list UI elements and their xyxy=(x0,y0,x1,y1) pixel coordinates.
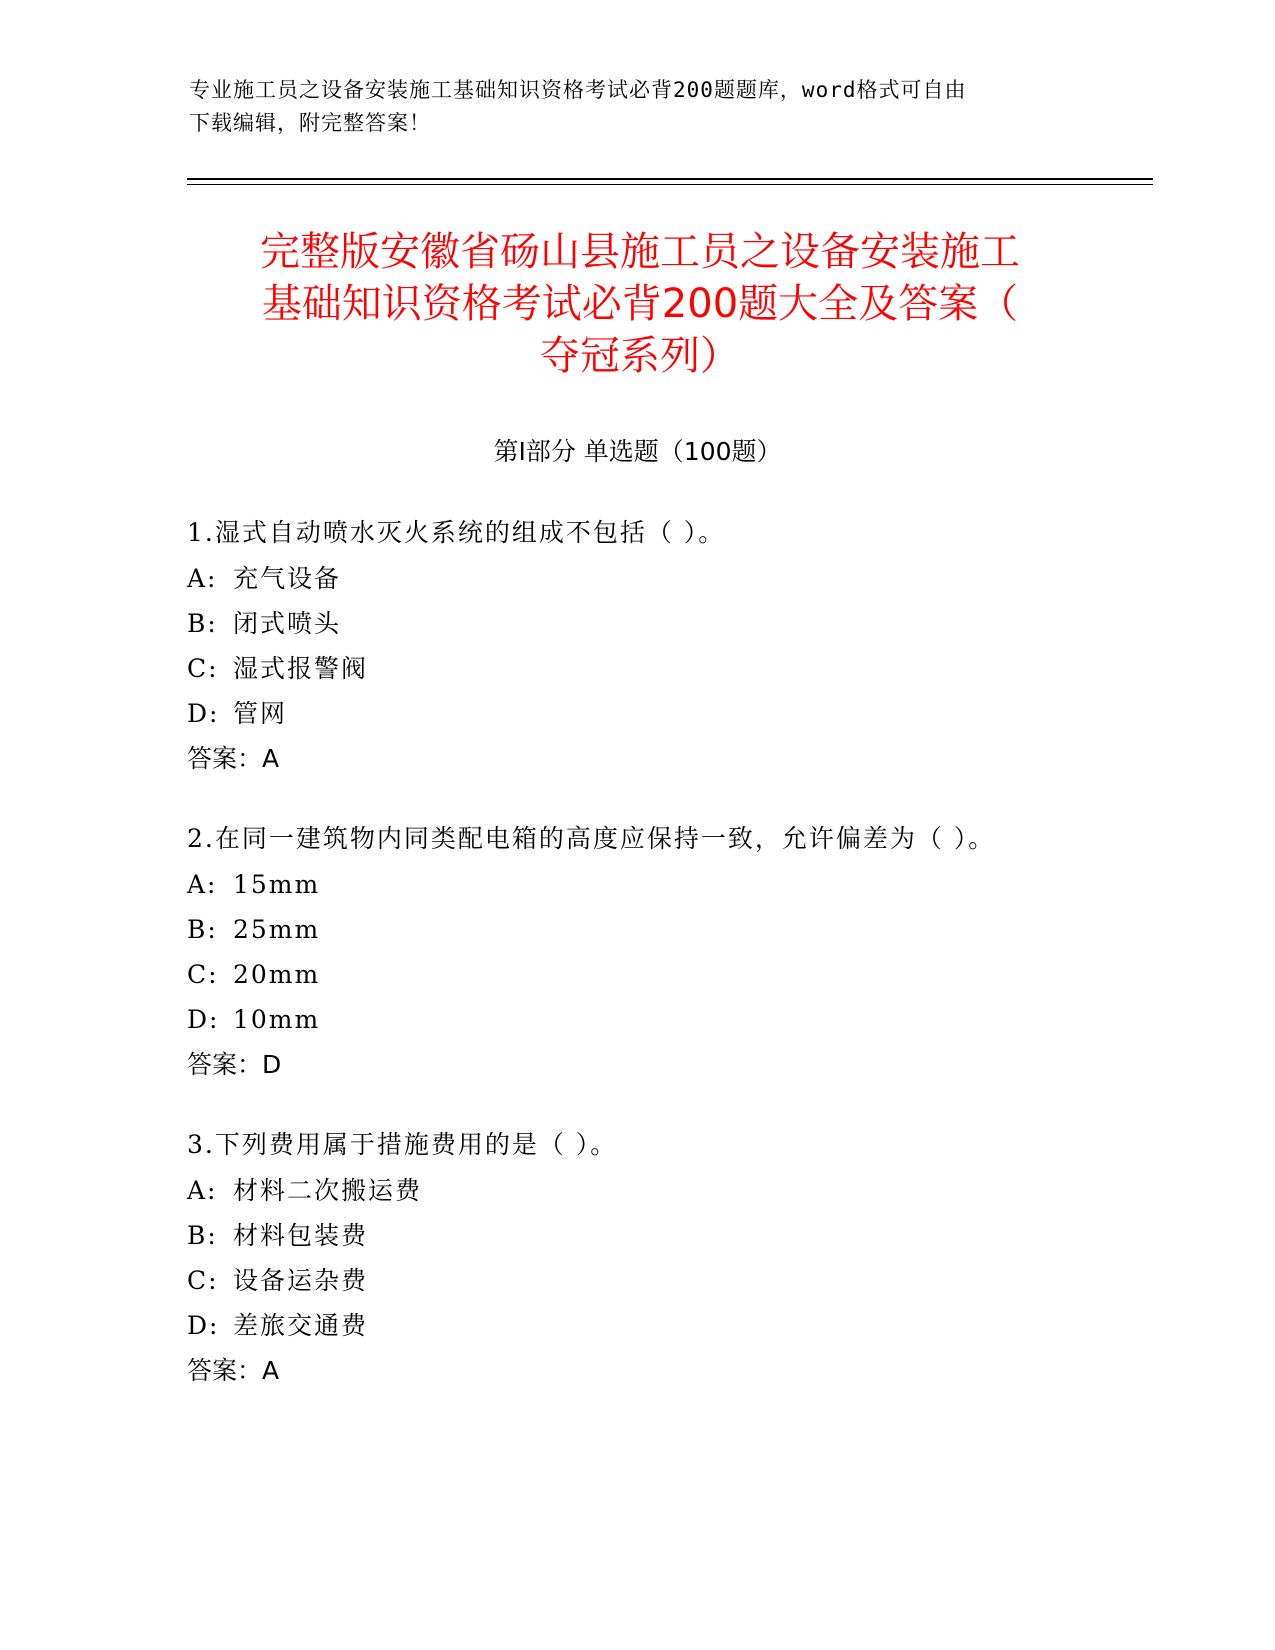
option-a xyxy=(187,1168,1147,1213)
option-text: 20mm xyxy=(233,960,321,989)
section-heading: 第Ⅰ部分 单选题（100题） xyxy=(493,437,782,466)
option-letter: B: xyxy=(187,1221,218,1250)
question-stem: 1.湿式自动喷水灭火系统的组成不包括（ ）。 xyxy=(187,518,726,547)
option-text: 差旅交通费 xyxy=(233,1311,369,1340)
question-stem: 2.在同一建筑物内同类配电箱的高度应保持一致，允许偏差为（ ）。 xyxy=(187,824,996,853)
title-line-1: 完整版安徽省砀山县施工员之设备安装施工 xyxy=(260,229,1020,275)
option-b xyxy=(187,907,1147,952)
option-text: 设备运杂费 xyxy=(233,1266,369,1295)
option-text: 闭式喷头 xyxy=(233,609,342,638)
header-divider-thin xyxy=(187,184,1153,185)
title-line-2: 基础知识资格考试必背200题大全及答案（ xyxy=(261,281,1019,327)
option-c xyxy=(187,1258,1147,1303)
answer-line: 答案：D xyxy=(187,1050,282,1079)
option-text: 材料二次搬运费 xyxy=(233,1176,423,1205)
option-letter: B: xyxy=(187,915,218,944)
question-item xyxy=(187,510,1147,782)
option-letter: A: xyxy=(187,870,218,899)
option-c xyxy=(187,646,1147,691)
option-letter: C: xyxy=(187,960,219,989)
option-text: 材料包装费 xyxy=(233,1221,369,1250)
header-line-2: 下载编辑，附完整答案！ xyxy=(189,111,431,135)
option-b xyxy=(187,601,1147,646)
option-b xyxy=(187,1213,1147,1258)
option-a xyxy=(187,556,1147,601)
option-text: 25mm xyxy=(233,915,321,944)
option-c xyxy=(187,952,1147,997)
header-divider-thick xyxy=(187,178,1153,180)
option-letter: B: xyxy=(187,609,218,638)
option-letter: D: xyxy=(187,1311,220,1340)
option-text: 15mm xyxy=(233,870,321,899)
answer-line: 答案：A xyxy=(187,1356,280,1385)
answer-line: 答案：A xyxy=(187,744,280,773)
option-letter: A: xyxy=(187,564,218,593)
document-title xyxy=(190,226,1090,382)
question-item xyxy=(187,1122,1147,1394)
option-text: 10mm xyxy=(233,1005,321,1034)
option-a xyxy=(187,862,1147,907)
option-d xyxy=(187,1303,1147,1348)
option-letter: D: xyxy=(187,1005,220,1034)
header-line-1: 专业施工员之设备安装施工基础知识资格考试必背200题题库，word格式可自由 xyxy=(189,78,967,102)
title-line-3: 夺冠系列） xyxy=(540,333,740,379)
option-letter: C: xyxy=(187,1266,219,1295)
option-text: 湿式报警阀 xyxy=(233,654,369,683)
question-stem: 3.下列费用属于措施费用的是（ ）。 xyxy=(187,1130,618,1159)
option-d xyxy=(187,997,1147,1042)
option-letter: A: xyxy=(187,1176,218,1205)
option-text: 管网 xyxy=(233,699,288,728)
option-letter: D: xyxy=(187,699,220,728)
question-item xyxy=(187,816,1147,1088)
option-text: 充气设备 xyxy=(233,564,342,593)
document-header-note xyxy=(189,74,1089,140)
option-d xyxy=(187,691,1147,736)
option-letter: C: xyxy=(187,654,219,683)
